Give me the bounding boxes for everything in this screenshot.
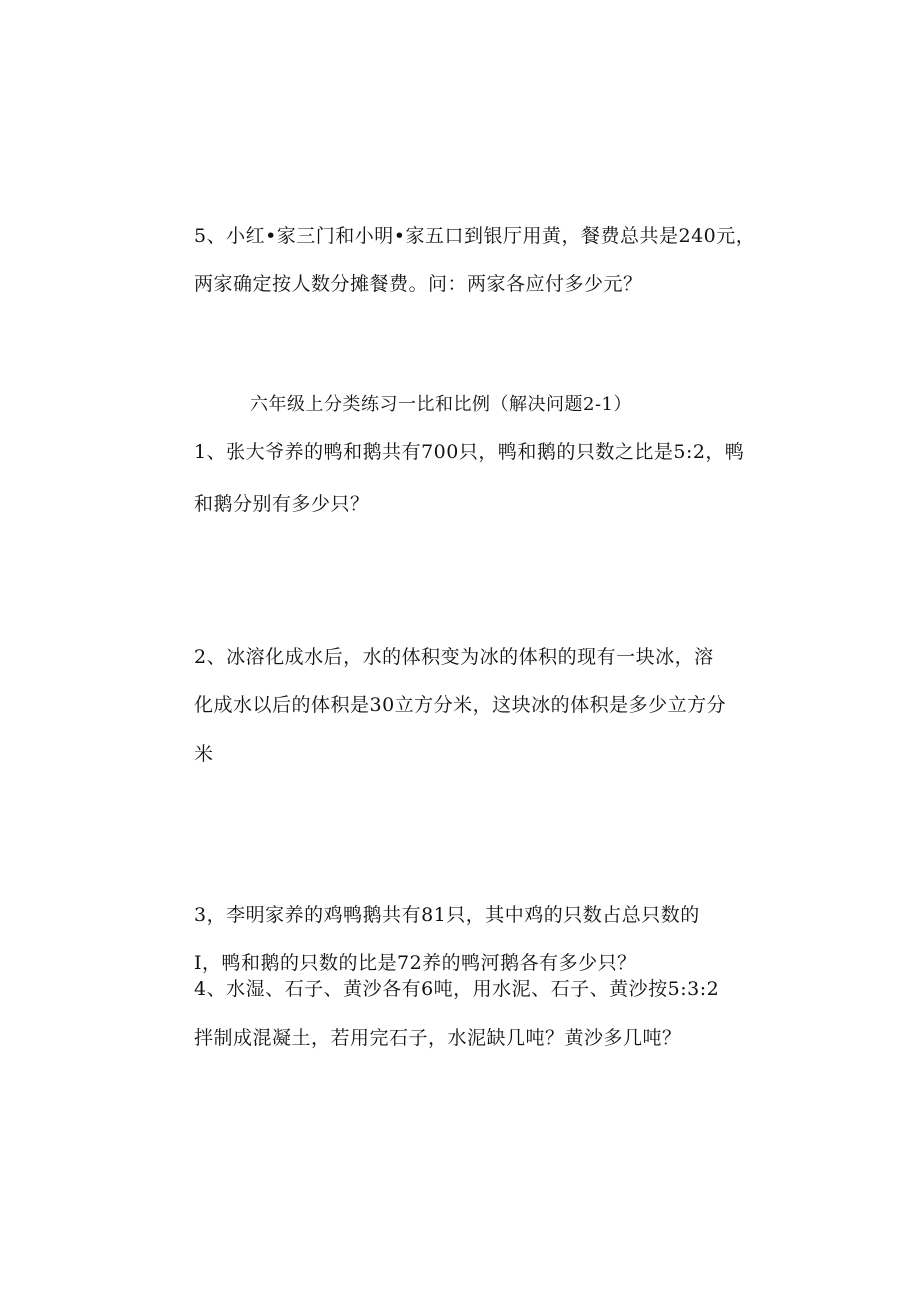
problem-1-line-2: 和鹅分别有多少只？	[194, 493, 370, 515]
problem-4-line-1: 4、水湿、石子、黄沙各有6吨，用水泥、石子、黄沙按5:3:2	[194, 978, 720, 1000]
problem-5-line-1: 5、小红•家三门和小明•家五口到银厅用黄，餐费总共是240元，	[194, 225, 756, 247]
problem-2-line-1: 2、冰溶化成水后，水的体积变为冰的体积的现有一块冰，溶	[194, 646, 714, 668]
problem-5-line-2: 两家确定按人数分摊餐费。问：两家各应付多少元？	[194, 273, 643, 295]
problem-3-line-1: 3，李明家养的鸡鸭鹅共有81只，其中鸡的只数占总只数的	[194, 904, 700, 926]
problem-1-line-1: 1、张大爷养的鸭和鹅共有700只，鸭和鹅的只数之比是5:2，鸭	[194, 441, 745, 463]
section-title: 六年级上分类练习一比和比例（解决问题2-1）	[250, 394, 632, 415]
problem-3-line-2: I，鸭和鹅的只数的比是72养的鸭河鹅各有多少只？	[194, 952, 637, 974]
problem-4-line-2: 拌制成混凝土，若用完石子，水泥缺几吨？黄沙多几吨？	[194, 1027, 682, 1049]
problem-2-line-2: 化成水以后的体积是30立方分米，这块冰的体积是多少立方分	[194, 694, 727, 716]
problem-2-line-3: 米	[194, 743, 214, 765]
